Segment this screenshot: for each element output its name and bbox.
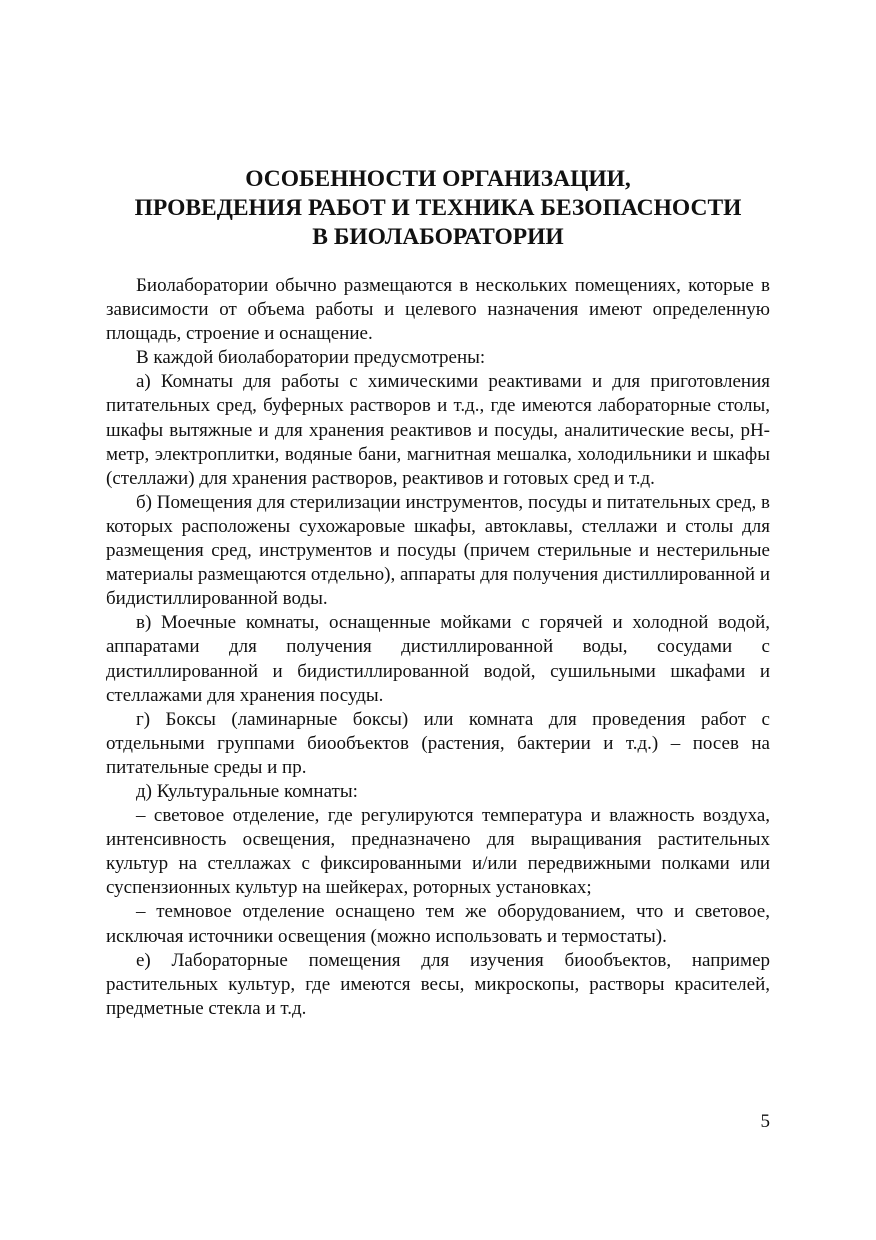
title-line: ОСОБЕННОСТИ ОРГАНИЗАЦИИ, bbox=[245, 166, 631, 192]
body-text bbox=[106, 274, 770, 1021]
title-line: ПРОВЕДЕНИЯ РАБОТ И ТЕХНИКА БЕЗОПАСНОСТИ bbox=[134, 195, 742, 221]
paragraph-list-lead: В каждой биолаборатории предусмотрены: bbox=[136, 347, 486, 369]
paragraph-intro: Биолаборатории обычно размещаются в нескольких помещениях, которые в зависимости от объема работы и целевого назначения имеют определенную площадь, строение и оснащение. bbox=[106, 275, 770, 345]
title-line: В БИОЛАБОРАТОРИИ bbox=[312, 224, 564, 250]
paragraph-light-section: – световое отделение, где регулируются температура и влажность воздуха, интенсивность освещения, предназначено для выращивания растительных культур на стеллажах с фиксированными и/или передвижными полками или суспензионных культур на шейкерах, роторных установках; bbox=[106, 805, 770, 899]
paragraph-item-d: д) Культуральные комнаты: bbox=[136, 780, 358, 802]
paragraph-item-a: а) Комнаты для работы с химическими реактивами и для приготовления питательных сред, буферных растворов и т.д., где имеются лабораторные столы, шкафы вытяжные и для хранения реактивов и посуды, аналитические весы, pH-метр, электроплитки, водяные бани, магнитная мешалка, холодильники и шкафы (стеллажи) для хранения растворов, реактивов и готовых сред и т.д. bbox=[106, 371, 770, 489]
paragraph-item-b: б) Помещения для стерилизации инструментов, посуды и питательных сред, в которых расположены сухожаровые шкафы, автоклавы, стеллажи и столы для размещения сред, инструментов и посуды (причем стерильные и нестерильные материалы размещаются отдельно), аппараты для получения дистиллированной и бидистиллированной воды. bbox=[106, 491, 770, 610]
paragraph-item-g: г) Боксы (ламинарные боксы) или комната для проведения работ с отдельными группами биообъектов (растения, бактерии и т.д.) – посев на питательные среды и пр. bbox=[106, 708, 770, 778]
chapter-title bbox=[106, 165, 770, 252]
page-number: 5 bbox=[760, 1111, 770, 1132]
paragraph-item-v: в) Моечные комнаты, оснащенные мойками с горячей и холодной водой, аппаратами для получения дистиллированной воды, сосудами с дистиллированной и бидистиллированной водой, сушильными шкафами и стеллажами для хранения посуды. bbox=[106, 612, 770, 706]
paragraph-item-e: е) Лабораторные помещения для изучения биообъектов, например растительных культур, где имеются весы, микроскопы, растворы красителей, предметные стекла и т.д. bbox=[106, 949, 770, 1019]
paragraph-dark-section: – темновое отделение оснащено тем же оборудованием, что и световое, исключая источники освещения (можно использовать и термостаты). bbox=[106, 901, 770, 947]
